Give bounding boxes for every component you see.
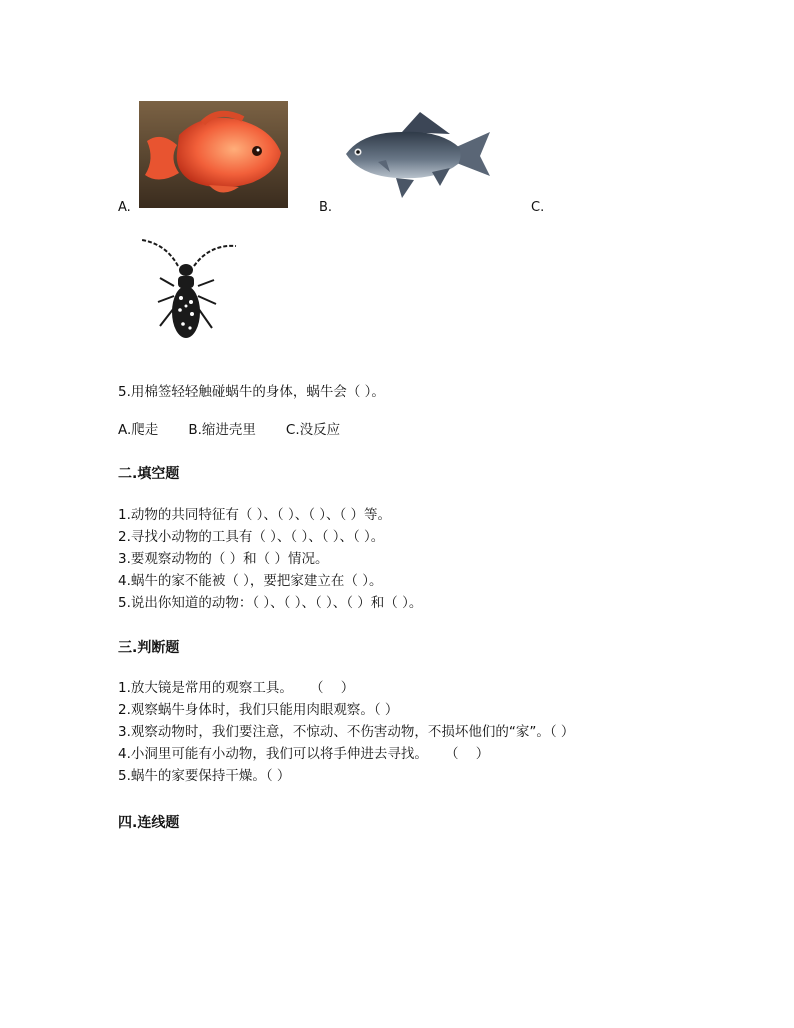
carp-illustration [342,110,492,200]
fill-item-3: 3.要观察动物的（ ）和（ ）情况。 [118,551,329,567]
fill-item-5: 5.说出你知道的动物：（ ）、（ ）、（ ）、（ ）和（ ）。 [118,595,423,611]
question-5-options: A.爬走 B.缩进壳里 C.没反应 [118,422,341,438]
option-a-label: A. [118,200,131,215]
fill-item-4: 4.蜗牛的家不能被（ ），要把家建立在（ ）。 [118,573,383,589]
longhorn-beetle-illustration [136,236,240,346]
section-3-title: 三.判断题 [118,640,180,656]
goldfish-illustration [139,101,288,208]
judge-item-4: 4.小洞里可能有小动物，我们可以将手伸进去寻找。 （ ） [118,746,490,762]
judge-item-5: 5.蜗牛的家要保持干燥。（ ） [118,768,291,784]
question-5-stem: 5.用棉签轻轻触碰蜗牛的身体，蜗牛会（ ）。 [118,384,385,400]
judge-item-1: 1.放大镜是常用的观察工具。 （ ） [118,680,355,696]
judge-item-2: 2.观察蜗牛身体时，我们只能用肉眼观察。（ ） [118,702,399,718]
fill-item-1: 1.动物的共同特征有（ ）、（ ）、（ ）、（ ）等。 [118,507,392,523]
option-b-label: B. [319,200,333,215]
section-4-title: 四.连线题 [118,815,180,831]
goldfish-photo [139,101,288,208]
option-c-label: C. [531,200,545,215]
judge-item-3: 3.观察动物时，我们要注意，不惊动、不伤害动物，不损坏他们的“家”。（ ） [118,724,575,740]
section-2-title: 二.填空题 [118,466,180,482]
fill-item-2: 2.寻找小动物的工具有（ ）、（ ）、（ ）、（ ）。 [118,529,385,545]
